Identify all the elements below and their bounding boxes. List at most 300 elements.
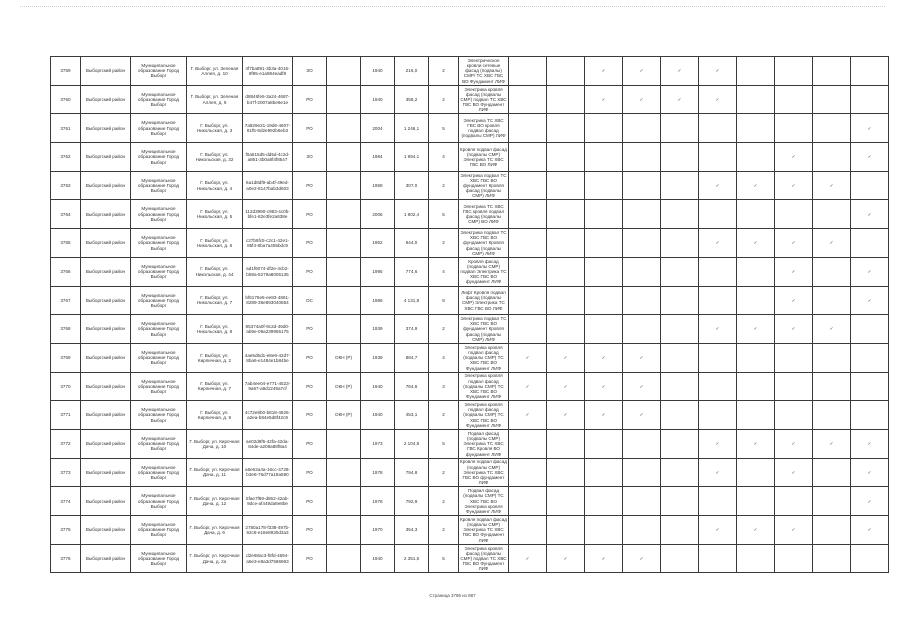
cell-address: Г. Выборг, ул. Кирпичная, д. 2	[187, 343, 243, 372]
check-cell	[585, 372, 623, 401]
checkmark-icon: ✓	[791, 326, 796, 332]
check-cell	[699, 143, 737, 172]
check-cell	[623, 200, 661, 229]
check-cell	[661, 401, 699, 430]
check-cell	[585, 516, 623, 545]
cell-municipality: Муниципальное образование Город Выборг	[131, 458, 187, 487]
cell-guid: 5fae7f89-d862-42ab-9dce-af449da8e8be	[243, 487, 293, 516]
check-cell	[737, 315, 775, 344]
page-footer: Страница 3786 из 887	[429, 593, 476, 598]
cell-floors: 2	[429, 85, 459, 114]
cell-year: 1978	[361, 458, 395, 487]
cell-area: 4 131,8	[395, 286, 429, 315]
cell-municipality: Муниципальное образование Город Выборг	[131, 516, 187, 545]
checkmark-icon: ✓	[715, 240, 720, 246]
check-cell	[509, 57, 547, 86]
cell-heritage-status	[327, 114, 361, 143]
check-cell	[813, 429, 851, 458]
cell-number: 3763	[51, 171, 81, 200]
check-cell	[509, 200, 547, 229]
cell-address: Г. Выборг, ул. Никольская, д. 3	[187, 114, 243, 143]
check-cell	[851, 85, 889, 114]
check-cell	[737, 229, 775, 258]
check-cell	[851, 487, 889, 516]
cell-address: Г. Выборг, ул. Никольская, д. 7	[187, 286, 243, 315]
checkmark-icon: ✓	[867, 297, 872, 303]
checkmark-icon: ✓	[791, 297, 796, 303]
cell-number: 3762	[51, 143, 81, 172]
check-cell	[623, 458, 661, 487]
check-cell	[509, 372, 547, 401]
cell-management-type: РО	[293, 315, 327, 344]
cell-works: Электрика ТС ХВС ГВС кровля подвал фасад (подвалы СМР) ВО ЛИФ	[459, 200, 509, 229]
checkmark-icon: ✓	[525, 555, 530, 561]
cell-works: Кровля фасад (подвалы СМР) подвал Электрика ТС ХВС ГВС ВО фундамент ЛИФ	[460, 258, 507, 285]
check-cell	[509, 286, 547, 315]
table-row	[51, 544, 889, 573]
cell-district: Выборгский район	[81, 429, 131, 458]
check-cell	[623, 286, 661, 315]
table-row	[51, 257, 889, 286]
cell-heritage-status	[327, 516, 361, 545]
table-row	[51, 343, 889, 372]
cell-works: Электрика кровля фасад (подвалы СМР) подвал ТС ХВС ГВС ВО Фундамент ЛИФ	[460, 86, 507, 113]
check-cell	[813, 286, 851, 315]
check-cell	[661, 516, 699, 545]
check-cell	[547, 458, 585, 487]
table-row	[51, 229, 889, 258]
cell-year: 1978	[361, 487, 395, 516]
cell-municipality: Муниципальное образование Город Выборг	[131, 114, 187, 143]
check-cell	[585, 544, 623, 573]
checkmark-icon: ✓	[867, 154, 872, 160]
check-cell	[699, 401, 737, 430]
cell-district: Выборгский район	[81, 286, 131, 315]
cell-address: Г. Выборг, ул. Кирпичная, д. 7	[187, 372, 243, 401]
checkmark-icon: ✓	[867, 498, 872, 504]
checkmark-icon: ✓	[715, 441, 720, 447]
cell-municipality: Муниципальное образование Город Выборг	[131, 372, 187, 401]
cell-floors: 2	[429, 401, 459, 430]
check-cell	[699, 257, 737, 286]
check-cell	[547, 343, 585, 372]
cell-district: Выборгский район	[81, 487, 131, 516]
cell-guid: f0a515d5-dd5d-4c2d-a861-3b0a8f4f8547	[243, 143, 293, 172]
check-cell	[699, 229, 737, 258]
checkmark-icon: ✓	[867, 441, 872, 447]
check-cell	[547, 544, 585, 573]
cell-guid: a6e62a4a-16cc-4728-b3e8-76d77a18a590	[243, 458, 293, 487]
check-cell	[509, 257, 547, 286]
checkmark-icon: ✓	[639, 383, 644, 389]
check-cell	[775, 487, 813, 516]
check-cell	[813, 372, 851, 401]
cell-works: Кровля подвал фасад (подвалы СМР) Электрика ТС ХВС ГВС ВО ЛИФ	[459, 143, 509, 172]
check-cell	[509, 229, 547, 258]
checkmark-icon: ✓	[525, 355, 530, 361]
checkmark-icon: ✓	[753, 527, 758, 533]
check-cell	[699, 171, 737, 200]
check-cell	[661, 315, 699, 344]
checkmark-icon: ✓	[753, 182, 758, 188]
cell-management-type: РО	[293, 516, 327, 545]
table-row	[51, 286, 889, 315]
check-cell	[851, 57, 889, 86]
check-cell	[661, 57, 699, 86]
check-cell	[737, 171, 775, 200]
cell-heritage-status	[327, 85, 361, 114]
cell-heritage-status	[327, 200, 361, 229]
check-cell	[585, 487, 623, 516]
check-cell	[775, 200, 813, 229]
cell-guid: bf6176e5-ee83-4861-8289-36e893040854	[243, 286, 293, 315]
cell-number: 3766	[51, 257, 81, 286]
cell-year: 1940	[361, 57, 395, 86]
cell-municipality: Муниципальное образование Город Выборг	[131, 544, 187, 573]
cell-number: 3759	[51, 57, 81, 86]
cell-heritage-status: ОКН (Р)	[327, 401, 361, 430]
cell-guid: 4f7ba891-3b3a-4016-9f95-e1a984eadf9	[243, 57, 293, 86]
cell-number: 3769	[51, 343, 81, 372]
check-cell	[661, 372, 699, 401]
check-cell	[699, 544, 737, 573]
cell-floors: 4	[429, 143, 459, 172]
cell-management-type: РО	[293, 487, 327, 516]
cell-address: Г. Выборг, ул. Кирочная Дача, д. 6	[187, 516, 243, 545]
check-cell	[547, 257, 585, 286]
cell-number: 3773	[51, 458, 81, 487]
checkmark-icon: ✓	[601, 555, 606, 561]
cell-number: 3760	[51, 85, 81, 114]
checkmark-icon: ✓	[791, 469, 796, 475]
cell-guid: ae02d9f5-42fa-42da-84de-a208a88f8a4	[243, 429, 293, 458]
cell-number: 3772	[51, 429, 81, 458]
cell-address: Г. Выборг, ул. Зеленая Аллея, д. 10	[187, 57, 243, 86]
cell-district: Выборгский район	[81, 200, 131, 229]
check-cell	[699, 286, 737, 315]
check-cell	[547, 516, 585, 545]
cell-heritage-status	[327, 544, 361, 573]
cell-floors: 2	[429, 171, 459, 200]
check-cell	[623, 143, 661, 172]
check-cell	[547, 286, 585, 315]
cell-guid: 4ae5d5d1-e8e9-42d7-8ba6-e1484e1b84be	[243, 343, 293, 372]
check-cell	[585, 286, 623, 315]
check-cell	[623, 229, 661, 258]
check-cell	[775, 458, 813, 487]
cell-year: 2004	[361, 114, 395, 143]
cell-guid: 4c72e8b0-b818-4626-a2ea-b84e5d8f42c9	[243, 401, 293, 430]
check-cell	[661, 458, 699, 487]
cell-area: 1 246,1	[395, 114, 429, 143]
table-row	[51, 200, 889, 229]
checkmark-icon: ✓	[639, 555, 644, 561]
check-cell	[661, 544, 699, 573]
check-cell	[775, 516, 813, 545]
cell-guid: 7ab4ee04-e771-4523-9a67-a9d1249a7cf	[243, 372, 293, 401]
checkmark-icon: ✓	[753, 240, 758, 246]
checkmark-icon: ✓	[753, 326, 758, 332]
check-cell	[775, 114, 813, 143]
cell-management-type: РО	[293, 343, 327, 372]
checkmark-icon: ✓	[639, 96, 644, 102]
cell-area: 374,9	[395, 315, 429, 344]
cell-management-type: РО	[293, 85, 327, 114]
cell-floors: 2	[429, 487, 459, 516]
checkmark-icon: ✓	[563, 412, 568, 418]
cell-number: 3776	[51, 544, 81, 573]
check-cell	[699, 200, 737, 229]
check-cell	[509, 401, 547, 430]
cell-address: Г. Выборг, ул. Никольская, д. 8	[187, 315, 243, 344]
check-cell	[585, 57, 623, 86]
cell-municipality: Муниципальное образование Город Выборг	[131, 171, 187, 200]
cell-floors: 2	[429, 229, 459, 258]
cell-floors: 5	[429, 429, 459, 458]
cell-district: Выборгский район	[81, 85, 131, 114]
cell-number: 3768	[51, 315, 81, 344]
cell-floors: 5	[429, 544, 459, 573]
check-cell	[509, 343, 547, 372]
check-cell	[509, 143, 547, 172]
cell-guid: c27b9fc5-c2c1-42e1-85f4-8ba7a455bdc9	[243, 229, 293, 258]
checkmark-icon: ✓	[791, 269, 796, 275]
checkmark-icon: ✓	[715, 469, 720, 475]
check-cell	[661, 257, 699, 286]
check-cell	[509, 487, 547, 516]
cell-heritage-status	[327, 458, 361, 487]
cell-guid: ad1f6074-df2e-4cb2-b59a-5279a8005135	[243, 257, 293, 286]
check-cell	[699, 429, 737, 458]
checkmark-icon: ✓	[829, 326, 834, 332]
cell-district: Выборгский район	[81, 458, 131, 487]
cell-floors: 8	[429, 286, 459, 315]
cell-number: 3761	[51, 114, 81, 143]
checkmark-icon: ✓	[715, 527, 720, 533]
check-cell	[699, 85, 737, 114]
cell-address: Г. Выборг, ул. Никольская, д. 32	[187, 143, 243, 172]
check-cell	[585, 85, 623, 114]
check-cell	[661, 171, 699, 200]
scan-edge-line	[20, 6, 885, 7]
cell-municipality: Муниципальное образование Город Выборг	[131, 343, 187, 372]
table-row	[51, 171, 889, 200]
check-cell	[509, 516, 547, 545]
cell-address: Г. Выборг, ул. Никольская, д. 44	[187, 257, 243, 286]
cell-management-type: РО	[293, 200, 327, 229]
cell-address: Г. Выборг, ул. Никольская, д. 4	[187, 171, 243, 200]
cell-floors: 5	[429, 200, 459, 229]
check-cell	[851, 114, 889, 143]
cell-number: 3775	[51, 516, 81, 545]
checkmark-icon: ✓	[829, 182, 834, 188]
cell-district: Выборгский район	[81, 372, 131, 401]
cell-area: 884,7	[395, 343, 429, 372]
check-cell	[661, 85, 699, 114]
cell-district: Выборгский район	[81, 229, 131, 258]
check-cell	[851, 257, 889, 286]
cell-guid: d2e68ac3-f8fd-4694-a5e3-e8a3d7586963	[243, 544, 293, 573]
check-cell	[775, 401, 813, 430]
table-row	[51, 143, 889, 172]
check-cell	[851, 372, 889, 401]
cell-management-type: РО	[293, 544, 327, 573]
check-cell	[585, 257, 623, 286]
check-cell	[851, 343, 889, 372]
cell-guid: 112d3990-c983-4c0b-bfe1-82e3fe2a638e	[243, 200, 293, 229]
check-cell	[547, 143, 585, 172]
cell-works: Подвал фасад (подвалы СМР) Электрика ТС ХВС ГВС Кровля ВО фундамент ЛИФ	[459, 429, 509, 458]
check-cell	[661, 429, 699, 458]
cell-floors: 3	[429, 372, 459, 401]
cell-guid: 6a1d8df9-ab4f-49ed-a0e2-8147bab3d603	[243, 171, 293, 200]
check-cell	[775, 544, 813, 573]
check-cell	[851, 544, 889, 573]
checkmark-icon: ✓	[601, 412, 606, 418]
checkmark-icon: ✓	[601, 383, 606, 389]
check-cell	[737, 458, 775, 487]
checkmark-icon: ✓	[601, 68, 606, 74]
check-cell	[737, 85, 775, 114]
cell-management-type: РО	[293, 257, 327, 286]
cell-management-type: РО	[293, 372, 327, 401]
check-cell	[585, 171, 623, 200]
check-cell	[623, 516, 661, 545]
cell-area: 764,6	[395, 372, 429, 401]
register-table	[50, 56, 889, 573]
check-cell	[585, 143, 623, 172]
check-cell	[813, 85, 851, 114]
check-cell	[623, 343, 661, 372]
cell-management-type: РО	[293, 114, 327, 143]
cell-floors: 2	[429, 315, 459, 344]
cell-district: Выборгский район	[81, 315, 131, 344]
cell-works: Кровля подвал фасад (подвалы СМР) Электрика ТС ХВС ГВС ВО Фундамент ЛИФ	[460, 516, 507, 543]
check-cell	[585, 343, 623, 372]
cell-guid: 7a829e21-19d6-4607-81f5-8d2e992b6eb3	[243, 114, 293, 143]
check-cell	[851, 229, 889, 258]
check-cell	[775, 85, 813, 114]
check-cell	[737, 114, 775, 143]
cell-year: 1940	[361, 544, 395, 573]
cell-heritage-status	[327, 487, 361, 516]
check-cell	[585, 229, 623, 258]
cell-works: Электрика подвал ТС ХВС ГВС ВО фундамент Кровля фасад (подвалы СМР) ЛИФ	[460, 172, 507, 199]
checkmark-icon: ✓	[601, 96, 606, 102]
table-row	[51, 315, 889, 344]
check-cell	[623, 315, 661, 344]
cell-area: 358,2	[395, 85, 429, 114]
cell-heritage-status: ОКН (Р)	[327, 372, 361, 401]
cell-heritage-status	[327, 257, 361, 286]
check-cell	[813, 171, 851, 200]
cell-district: Выборгский район	[81, 516, 131, 545]
cell-works: Кровля подвал фасад (подвалы СМР) Электрика ТС ХВС ГВС ВО фундамент ЛИФ	[460, 459, 507, 486]
cell-number: 3764	[51, 200, 81, 229]
cell-guid: 85374a0f-9c2d-49d0-ab9e-09a239955175	[243, 315, 293, 344]
cell-area: 307,0	[395, 171, 429, 200]
check-cell	[813, 200, 851, 229]
cell-district: Выборгский район	[81, 257, 131, 286]
cell-number: 3770	[51, 372, 81, 401]
cell-district: Выборгский район	[81, 57, 131, 86]
cell-address: Г. Выборг, ул. Зеленая Аллея, д. 9	[187, 85, 243, 114]
cell-year: 1958	[361, 171, 395, 200]
cell-year: 1962	[361, 229, 395, 258]
check-cell	[737, 200, 775, 229]
cell-floors: 5	[429, 114, 459, 143]
checkmark-icon: ✓	[563, 383, 568, 389]
check-cell	[585, 315, 623, 344]
check-cell	[699, 458, 737, 487]
check-cell	[509, 544, 547, 573]
cell-area: 794,8	[395, 458, 429, 487]
check-cell	[699, 487, 737, 516]
check-cell	[547, 85, 585, 114]
checkmark-icon: ✓	[791, 240, 796, 246]
cell-works: Электрика кровля подвал фасад (подвалы СМР) ТС ХВС ГВС ВО Фундамент ЛИФ	[459, 343, 509, 372]
check-cell	[813, 315, 851, 344]
check-cell	[547, 171, 585, 200]
cell-management-type: РО	[293, 401, 327, 430]
cell-management-type: РО	[293, 429, 327, 458]
checkmark-icon: ✓	[639, 355, 644, 361]
cell-municipality: Муниципальное образование Город Выборг	[131, 200, 187, 229]
table-row	[51, 458, 889, 487]
cell-area: 354,3	[395, 516, 429, 545]
cell-area: 792,9	[395, 487, 429, 516]
check-cell	[737, 286, 775, 315]
cell-works: Электрика подвал ТС ХВС ГВС ВО фундамент Кровля фасад (подвалы СМР) ЛИФ	[460, 229, 507, 256]
checkmark-icon: ✓	[791, 441, 796, 447]
check-cell	[585, 200, 623, 229]
cell-year: 1995	[361, 257, 395, 286]
check-cell	[851, 401, 889, 430]
cell-works: Подвал фасад (подвалы СМР) ТС ХВС ГВС ВО Электрика кровля Фундамент ЛИФ	[459, 487, 509, 516]
cell-district: Выборгский район	[81, 343, 131, 372]
cell-district: Выборгский район	[81, 544, 131, 573]
check-cell	[547, 429, 585, 458]
cell-area: 453,1	[395, 401, 429, 430]
check-cell	[775, 171, 813, 200]
checkmark-icon: ✓	[867, 269, 872, 275]
cell-management-type: ОС	[293, 286, 327, 315]
cell-number: 3774	[51, 487, 81, 516]
checkmark-icon: ✓	[677, 68, 682, 74]
check-cell	[623, 257, 661, 286]
check-cell	[737, 516, 775, 545]
cell-area: 2 351,5	[395, 544, 429, 573]
cell-floors: 4	[429, 343, 459, 372]
check-cell	[813, 57, 851, 86]
check-cell	[775, 429, 813, 458]
cell-works: Электрика ТС ХВС ГВС ВО кровля подвал фасад (подвалы СМР) ЛИФ	[459, 114, 509, 143]
cell-address: Г. Выборг, ул. Кирочная Дача, д. 11	[187, 458, 243, 487]
cell-works: Электрика кровля подвал фасад (подвалы СМР) ТС ХВС ГВС ВО Фундамент ЛИФ	[459, 372, 509, 401]
check-cell	[775, 229, 813, 258]
check-cell	[775, 286, 813, 315]
cell-year: 1970	[361, 516, 395, 545]
check-cell	[813, 257, 851, 286]
check-cell	[547, 229, 585, 258]
check-cell	[623, 57, 661, 86]
checkmark-icon: ✓	[829, 441, 834, 447]
cell-address: Г. Выборг, ул. Кирочная Дача, д. 2а	[187, 544, 243, 573]
cell-area: 216,0	[395, 57, 429, 86]
check-cell	[699, 372, 737, 401]
check-cell	[775, 57, 813, 86]
check-cell	[585, 429, 623, 458]
